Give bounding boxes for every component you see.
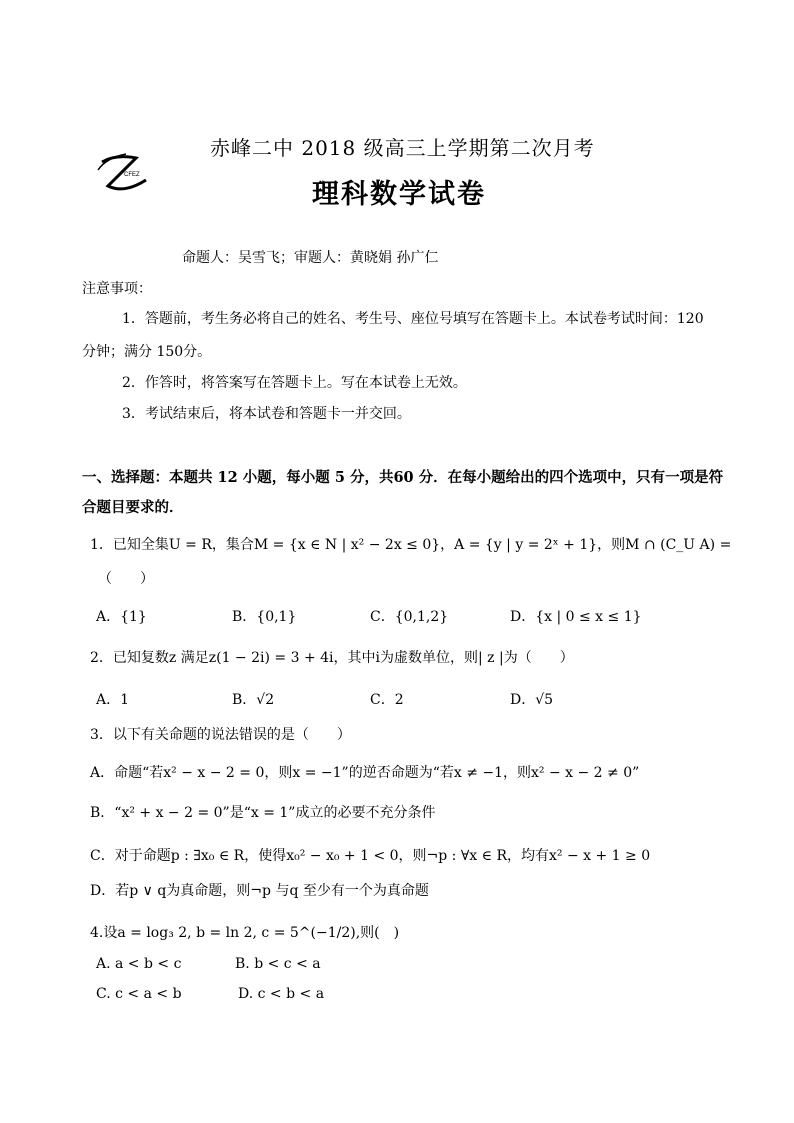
exam-subtitle: 理科数学试卷 bbox=[312, 179, 486, 210]
question-1-option-c: C．{0,1,2} bbox=[370, 609, 449, 625]
notice-item-1-cont: 分钟；满分 150分。 bbox=[82, 344, 212, 360]
notice-item-3: 3．考试结束后，将本试卷和答题卡一并交回。 bbox=[122, 406, 411, 422]
exam-title: 赤峰二中 2018 级高三上学期第二次月考 bbox=[210, 136, 595, 160]
question-2-option-d: D．√5 bbox=[510, 692, 554, 708]
question-1-option-a: A．{1} bbox=[96, 609, 147, 625]
question-1-paren: （ ） bbox=[98, 571, 154, 587]
question-2-option-a: A．1 bbox=[96, 692, 130, 708]
question-3-option-d: D．若p ∨ q为真命题，则¬p 与q 至少有一个为真命题 bbox=[90, 883, 429, 899]
question-4-option-b: B. b < c < a bbox=[235, 956, 321, 972]
question-1-stem: 1．已知全集U = R，集合M = {x ∈ N | x² − 2x ≤ 0}，A = {y | y = 2ˣ + 1}，则M ∩ (C_U A) = bbox=[90, 537, 732, 553]
question-2-option-c: C．2 bbox=[370, 692, 404, 708]
question-1-option-b: B．{0,1} bbox=[232, 609, 297, 625]
logo-text: CFEZ bbox=[124, 172, 140, 178]
question-1-option-d: D．{x | 0 ≤ x ≤ 1} bbox=[510, 609, 642, 625]
question-3-stem: 3．以下有关命题的说法错误的是（ ） bbox=[90, 727, 351, 743]
question-4-option-c: C. c < a < b bbox=[96, 986, 182, 1002]
section-heading-cont: 合题目要求的． bbox=[82, 499, 184, 516]
school-logo bbox=[96, 150, 152, 196]
question-3-option-b: B．“x² + x − 2 = 0”是“x = 1”成立的必要不充分条件 bbox=[90, 805, 436, 821]
question-4-stem: 4.设a = log₃ 2, b = ln 2, c = 5^(−1/2),则( ) bbox=[90, 925, 400, 941]
question-3-option-c: C．对于命题p : ∃x₀ ∈ R，使得x₀² − x₀ + 1 < 0，则¬p : ∀x ∈ R，均有x² − x + 1 ≥ 0 bbox=[90, 848, 651, 864]
question-2-option-b: B．√2 bbox=[232, 692, 275, 708]
question-4-option-d: D. c < b < a bbox=[238, 986, 325, 1002]
notice-heading: 注意事项： bbox=[82, 281, 152, 297]
notice-item-1: 1．答题前，考生务必将自己的姓名、考生号、座位号填写在答题卡上。本试卷考试时间：120 bbox=[122, 311, 704, 327]
notice-item-2: 2．作答时，将答案写在答题卡上。写在本试卷上无效。 bbox=[122, 375, 467, 391]
question-2-stem: 2．已知复数z 满足z(1 − 2i) = 3 + 4i，其中i为虚数单位，则| z |为（ ） bbox=[90, 650, 574, 666]
question-4-option-a: A. a < b < c bbox=[96, 956, 182, 972]
question-3-option-a: A．命题“若x² − x − 2 = 0，则x = −1”的逆否命题为“若x ≠ −1，则x² − x − 2 ≠ 0” bbox=[90, 765, 640, 781]
section-heading: 一、选择题：本题共 12 小题，每小题 5 分，共60 分．在每小题给出的四个选项中，只有一项是符 bbox=[82, 469, 724, 486]
authors-line: 命题人：吴雪飞；审题人：黄晓娟 孙广仁 bbox=[182, 250, 439, 266]
